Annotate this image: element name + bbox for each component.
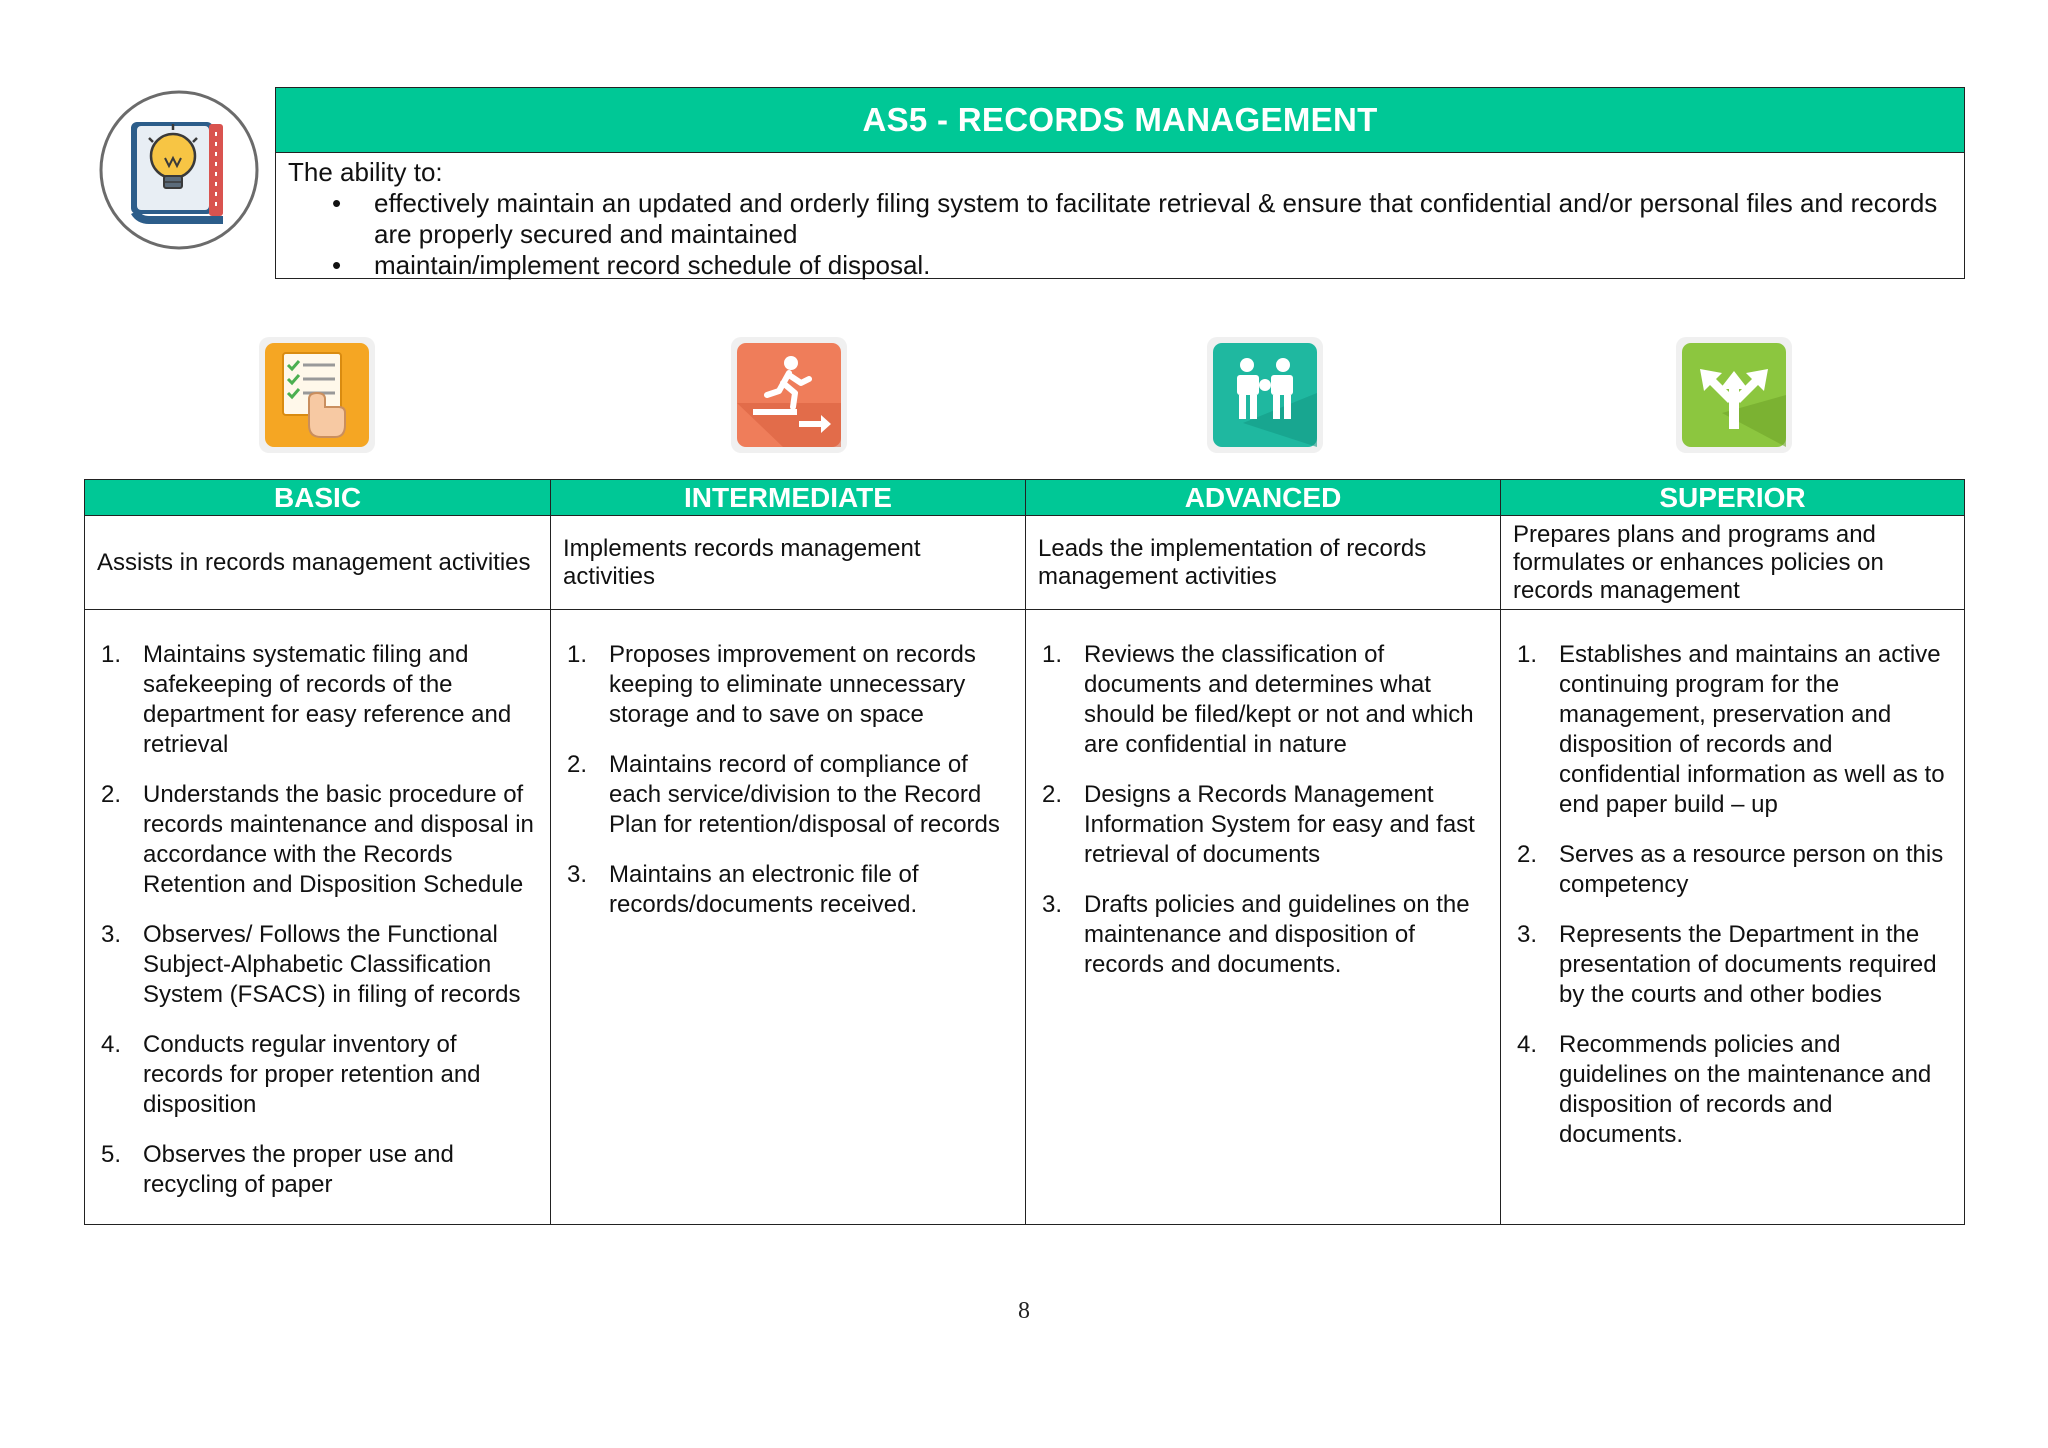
level-indicators-basic — [85, 610, 550, 1200]
puzzle-people-icon — [1203, 333, 1327, 457]
indicator-item: 2. Understands the basic procedure of records maintenance and disposal in accordance with the Records Retention and Disposition Schedule — [101, 781, 534, 898]
competency-description — [276, 153, 1964, 281]
level-column-basic — [85, 480, 550, 1224]
level-summary-intermediate: Implements records management activities — [551, 516, 1025, 610]
description-bullet: • maintain/implement record schedule of disposal. — [374, 250, 1952, 281]
level-header-basic: BASIC — [85, 480, 550, 516]
level-column-intermediate — [550, 480, 1025, 1224]
indicator-item: 4. Conducts regular inventory of records for proper retention and disposition — [101, 1031, 481, 1118]
competency-definition-box — [275, 87, 1965, 279]
indicator-item: 3. Drafts policies and guidelines on the maintenance and disposition of records and documents. — [1042, 891, 1470, 978]
page-number: 8 — [1018, 1298, 1030, 1324]
indicator-item: 1. Reviews the classification of documents and determines what should be filed/kept or not and which are confidential in nature — [1042, 641, 1474, 758]
level-column-superior — [1500, 480, 1964, 1224]
level-indicators-advanced — [1026, 610, 1500, 980]
indicator-item: 1. Establishes and maintains an active continuing program for the management, preservation and disposition of records and confidential information as well as to end paper build – up — [1517, 641, 1945, 818]
level-summary-superior: Prepares plans and programs and formulates or enhances policies on records management — [1501, 516, 1964, 610]
level-header-superior: SUPERIOR — [1501, 480, 1964, 516]
level-summary-basic: Assists in records management activities — [85, 516, 550, 610]
lightbulb-book-icon — [97, 88, 261, 252]
indicator-item: 2. Serves as a resource person on this competency — [1517, 841, 1944, 898]
level-column-advanced — [1025, 480, 1500, 1224]
indicator-item: 2. Maintains record of compliance of each service/division to the Record Plan for retention/disposal of records — [567, 751, 1000, 838]
level-indicators-intermediate — [551, 610, 1025, 920]
proficiency-levels-table — [84, 479, 1965, 1225]
competency-title: AS5 - RECORDS MANAGEMENT — [276, 88, 1964, 153]
indicator-item: 1. Maintains systematic filing and safekeeping of records of the department for easy reference and retrieval — [101, 641, 512, 758]
indicator-item: 3. Represents the Department in the presentation of documents required by the courts and other bodies — [1517, 921, 1937, 1008]
level-header-advanced: ADVANCED — [1026, 480, 1500, 516]
level-indicators-superior — [1501, 610, 1964, 1150]
crossroads-arrows-icon — [1672, 333, 1796, 457]
description-intro: The ability to: — [288, 157, 443, 187]
description-bullet: • effectively maintain an updated and orderly filing system to facilitate retrieval & ensure that confidential and/or personal files and records are properly secured and maintained — [374, 188, 1952, 250]
indicator-item: 1. Proposes improvement on records keeping to eliminate unnecessary storage and to save on space — [567, 641, 976, 728]
level-summary-advanced: Leads the implementation of records management activities — [1026, 516, 1500, 610]
running-person-icon — [727, 333, 851, 457]
indicator-item: 2. Designs a Records Management Information System for easy and fast retrieval of documents — [1042, 781, 1475, 868]
checklist-hand-icon — [255, 333, 379, 457]
indicator-item: 5. Observes the proper use and recycling of paper — [101, 1141, 454, 1198]
level-header-intermediate: INTERMEDIATE — [551, 480, 1025, 516]
indicator-item: 3. Observes/ Follows the Functional Subject-Alphabetic Classification System (FSACS) in filing of records — [101, 921, 521, 1008]
indicator-item: 3. Maintains an electronic file of records/documents received. — [567, 861, 919, 918]
indicator-item: 4. Recommends policies and guidelines on the maintenance and disposition of records and documents. — [1517, 1031, 1932, 1148]
description-bullets — [288, 188, 1952, 281]
